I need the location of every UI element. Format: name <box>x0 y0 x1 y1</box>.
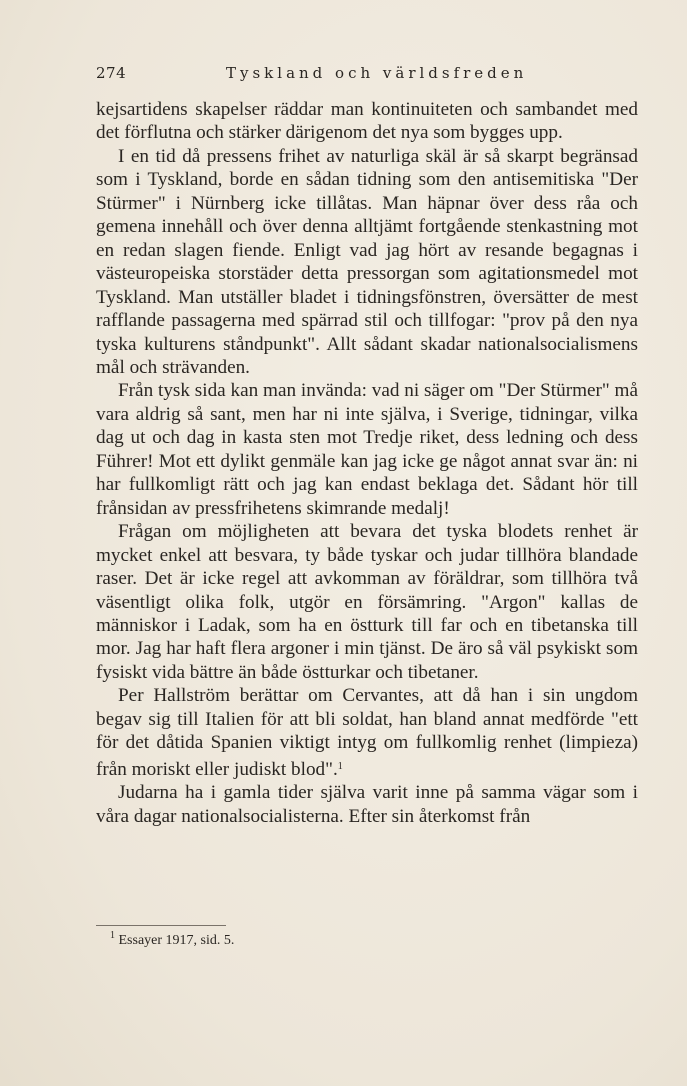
paragraph: Frågan om möjligheten att bevara det tyska blodets renhet är mycket enkel att besvara, ty både tyskar och judar tillhöra blandade raser. Det är icke regel att avkomman av föräldrar, som tillhöra två väsentligt olika folk, utgör en försämring. "Argon" kallas de människor i Ladak, som ha en östturk till far och en tibetanska till mor. Jag har haft flera argoner i min tjänst. De äro så väl psykiskt som fysiskt vida bättre än både östturkar och tibetaner. <box>96 521 638 683</box>
body-text <box>96 98 638 828</box>
paragraph: kejsartidens skapelser räddar man kontinuiteten och sambandet med det förflutna och stärker därigenom det nya som bygges upp. <box>96 99 638 144</box>
running-title: Tyskland och världsfreden <box>226 64 528 82</box>
paragraph-with-footnote-ref <box>96 684 638 781</box>
footnote-marker: 1 <box>110 930 115 941</box>
footnote-reference: 1 <box>337 760 343 772</box>
page-number: 274 <box>96 64 127 82</box>
paragraph-text: Per Hallström berättar om Cervantes, att då han i sin ungdom begav sig till Italien för att bli soldat, han bland annat medförde "ett för det dåtida Spanien viktigt intyg om fullkomlig renhet (limpieza) från moriskt eller judiskt blod". <box>96 685 638 780</box>
footnote-divider <box>96 925 226 926</box>
page-header <box>96 64 636 88</box>
paragraph: Judarna ha i gamla tider själva varit inne på samma vägar som i våra dagar nationalsocialisterna. Efter sin återkomst från <box>96 782 638 827</box>
paragraph: Från tysk sida kan man invända: vad ni säger om "Der Stürmer" må vara aldrig så sant, men har ni inte själva, i Sverige, tidningar, vilka dag ut och dag in kasta sten mot Tredje riket, dess ledning och dess Führer! Mot ett dylikt genmäle kan jag icke ge något annat svar än: ni har fullkomligt rätt och jag kan endast beklaga det. Sådant hör till frånsidan av pressfrihetens skimrande medalj! <box>96 380 638 519</box>
footnote <box>110 930 630 949</box>
footnote-text: Essayer 1917, sid. 5. <box>118 933 235 948</box>
paragraph: I en tid då pressens frihet av naturliga skäl är så skarpt begränsad som i Tyskland, borde en sådan tidning som den antisemitiska "Der Stürmer" i Nürnberg icke tillåtas. Man häpnar över dess råa och gemena innehåll och över denna alltjämt fortgående stenkastning mot en redan slagen fiende. Enligt vad jag hört av resande begagnas i västeuropeiska storstäder detta pressorgan som agitationsmedel mot Tyskland. Man utställer bladet i tidningsfönstren, översätter de mest rafflande passagerna med spärrad stil och tillfogar: "prov på den nya tyska kulturens ståndpunkt". Allt sådant skadar nationalsocialismens mål och strävanden. <box>96 145 638 378</box>
